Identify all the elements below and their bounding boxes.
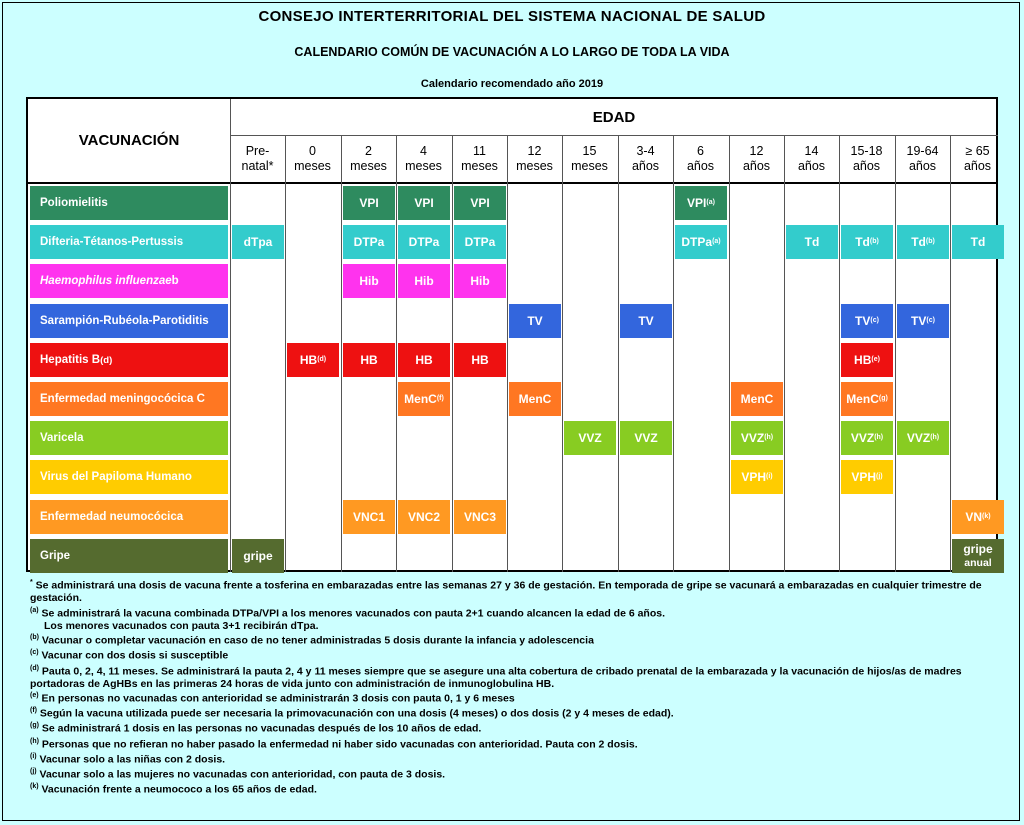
dose-text: VVZ bbox=[740, 431, 765, 445]
column-divider bbox=[562, 135, 563, 572]
dose-text: HB bbox=[471, 353, 489, 367]
dose-text: VNC1 bbox=[352, 510, 385, 524]
age-header bbox=[618, 135, 673, 182]
age-value: 6 bbox=[697, 143, 704, 158]
footnote-mark: (a) bbox=[30, 606, 39, 614]
dose-text: dTpa bbox=[243, 235, 273, 249]
dose-text: Hib bbox=[470, 274, 490, 288]
footnote-mark: (d) bbox=[100, 354, 113, 366]
footnote bbox=[30, 632, 1015, 647]
dose-text: HB bbox=[415, 353, 433, 367]
vaccine-dose bbox=[454, 186, 506, 220]
vaccine-label-text: Gripe bbox=[40, 550, 71, 562]
vaccine-dose bbox=[897, 225, 949, 259]
dose-text: MenC bbox=[740, 392, 774, 406]
age-unit: meses bbox=[516, 158, 553, 173]
age-value: 3-4 bbox=[636, 143, 655, 158]
dose-text: Td bbox=[911, 235, 926, 249]
vaccine-dose bbox=[343, 264, 395, 298]
vaccine-dose bbox=[343, 343, 395, 377]
footnote-text: Personas que no refieran no haber pasado la enfermedad ni haber sido vacunadas con anterioridad. Pauta con 2 dosis. bbox=[41, 738, 638, 751]
dose-text: TV bbox=[855, 314, 871, 328]
vaccine-dose bbox=[343, 186, 395, 220]
vaccine-dose bbox=[398, 343, 450, 377]
age-unit: meses bbox=[294, 158, 331, 173]
footnote-mark: (c) bbox=[870, 317, 879, 324]
age-header bbox=[673, 135, 728, 182]
column-divider bbox=[673, 135, 674, 572]
footnote bbox=[30, 781, 1015, 796]
footnote bbox=[30, 690, 1015, 705]
vaccine-dose bbox=[952, 225, 1004, 259]
age-unit: años bbox=[742, 158, 771, 173]
vaccine-dose bbox=[232, 225, 284, 259]
dose-text: Td bbox=[970, 235, 986, 249]
footnotes bbox=[30, 577, 1015, 796]
age-header bbox=[729, 135, 784, 182]
vaccine-dose bbox=[620, 304, 672, 338]
vaccine-label-text: Sarampión-Rubéola-Parotiditis bbox=[40, 315, 209, 327]
age-header bbox=[839, 135, 894, 182]
vaccine-label bbox=[30, 186, 228, 220]
footnote-mark: (c) bbox=[30, 649, 39, 657]
column-divider bbox=[341, 135, 342, 572]
page-title: CONSEJO INTERTERRITORIAL DEL SISTEMA NACIONAL DE SALUD bbox=[258, 8, 766, 25]
footnote-mark: (e) bbox=[871, 356, 880, 363]
footnote-mark: (g) bbox=[30, 722, 39, 730]
dose-text: DTPa bbox=[353, 235, 385, 249]
age-value: 0 bbox=[309, 143, 316, 158]
age-unit: años bbox=[908, 158, 937, 173]
footnote-text: Los menores vacunados con pauta 3+1 recibirán dTpa. bbox=[44, 619, 319, 632]
footnote bbox=[30, 605, 1015, 620]
dose-text: Hib bbox=[359, 274, 379, 288]
column-divider bbox=[452, 135, 453, 572]
column-divider bbox=[507, 135, 508, 572]
footnote-mark: (b) bbox=[925, 238, 935, 245]
dose-text: DTPa bbox=[681, 235, 713, 249]
footnote-text: Se administrará 1 dosis en las personas no vacunadas después de los 10 años de edad. bbox=[41, 722, 482, 735]
vaccine-label bbox=[30, 421, 228, 455]
edad-header: EDAD bbox=[230, 99, 998, 136]
vaccine-dose bbox=[343, 500, 395, 534]
age-header bbox=[895, 135, 950, 182]
footnote-mark: (h) bbox=[874, 434, 884, 441]
footnote-text: Vacunar solo a las niñas con 2 dosis. bbox=[39, 753, 226, 766]
dose-text: gripe bbox=[963, 542, 993, 556]
footnote-text: Vacunar con dos dosis si susceptible bbox=[41, 649, 229, 662]
dose-text: VPH bbox=[741, 470, 767, 484]
footnote-text: Vacunación frente a neumococo a los 65 años de edad. bbox=[41, 783, 317, 796]
footnote-mark: (b) bbox=[869, 238, 879, 245]
vaccine-dose bbox=[509, 382, 561, 416]
age-header bbox=[784, 135, 839, 182]
age-header bbox=[230, 135, 285, 182]
footnote-mark: (h) bbox=[764, 434, 774, 441]
footnote-mark: (f) bbox=[436, 395, 444, 402]
footnote-text: Vacunar solo a las mujeres no vacunadas con anterioridad, con pauta de 3 dosis. bbox=[39, 768, 446, 781]
vaccine-label-text: Varicela bbox=[40, 432, 84, 444]
footnote-text: Pauta 0, 2, 4, 11 meses. Se administrará la pauta 2, 4 y 11 meses siempre que se asegure una alta cobertura de cribado prenatal de la embarazada y la vacunación de hijos/as de madres portadoras de AgHBs en las primeras 24 horas de vida junto con administración de inmunoglobulina HB. bbox=[30, 665, 962, 690]
footnote-mark: (e) bbox=[30, 692, 39, 700]
age-value: 11 bbox=[473, 143, 486, 158]
dose-text: VPH bbox=[851, 470, 877, 484]
footnote bbox=[30, 720, 1015, 735]
dose-text: HB bbox=[854, 353, 872, 367]
age-unit: años bbox=[631, 158, 660, 173]
age-value: 15 bbox=[582, 143, 597, 158]
vaccine-dose bbox=[731, 460, 783, 494]
age-value: 12 bbox=[749, 143, 764, 158]
vaccine-dose bbox=[897, 304, 949, 338]
vaccine-label bbox=[30, 304, 228, 338]
vaccine-dose bbox=[841, 304, 893, 338]
dose-text: HB bbox=[360, 353, 378, 367]
footnote bbox=[30, 577, 1015, 605]
vaccine-label-rest: b bbox=[171, 275, 179, 287]
vaccine-label bbox=[30, 382, 228, 416]
footnote bbox=[30, 751, 1015, 766]
age-header bbox=[562, 135, 617, 182]
vaccine-label-text: Virus del Papiloma Humano bbox=[40, 471, 192, 483]
age-value: 19-64 bbox=[906, 143, 939, 158]
vaccine-dose bbox=[841, 460, 893, 494]
age-value: Pre- bbox=[245, 143, 270, 158]
footnote-mark: (h) bbox=[930, 434, 940, 441]
footnote-mark: (d) bbox=[30, 664, 39, 672]
age-value: 12 bbox=[527, 143, 542, 158]
footnote-mark: (c) bbox=[926, 317, 935, 324]
age-value: 15-18 bbox=[850, 143, 883, 158]
year-note: Calendario recomendado año 2019 bbox=[420, 78, 604, 90]
age-unit: años bbox=[686, 158, 715, 173]
footnote-mark: (h) bbox=[30, 737, 39, 745]
column-divider bbox=[618, 135, 619, 572]
age-header bbox=[507, 135, 562, 182]
dose-text: gripe bbox=[243, 549, 273, 563]
footnote-mark: (j) bbox=[876, 473, 883, 480]
age-value: 14 bbox=[804, 143, 819, 158]
age-value: 2 bbox=[365, 143, 372, 158]
vaccine-dose bbox=[564, 421, 616, 455]
vaccine-dose bbox=[232, 539, 284, 573]
vaccine-label bbox=[30, 539, 228, 573]
footnote bbox=[30, 647, 1015, 662]
header-divider bbox=[28, 182, 996, 184]
dose-text: HB bbox=[299, 353, 318, 367]
age-unit: meses bbox=[461, 158, 498, 173]
column-divider bbox=[285, 135, 286, 572]
vaccine-label-text: Hepatitis B bbox=[40, 354, 101, 366]
column-divider bbox=[839, 135, 840, 572]
vaccine-label-text: Difteria-Tétanos-Pertussis bbox=[40, 236, 184, 248]
dose-text: DTPa bbox=[408, 235, 440, 249]
dose-text: Hib bbox=[414, 274, 434, 288]
vaccine-dose bbox=[509, 304, 561, 338]
age-unit: años bbox=[852, 158, 881, 173]
vaccine-label-text: Enfermedad neumocócica bbox=[40, 511, 184, 523]
dose-text: MenC bbox=[404, 392, 437, 406]
vaccine-dose bbox=[287, 343, 339, 377]
vaccine-dose bbox=[675, 186, 727, 220]
column-divider bbox=[895, 135, 896, 572]
footnote-text: Se administrará una dosis de vacuna frente a tosferina en embarazadas entre las semanas 27 y 36 de gestación. En temporada de gripe se vacunará a embarazadas en cualquier trimestre de gestación. bbox=[30, 579, 982, 605]
footnote-mark: (k) bbox=[982, 513, 991, 520]
vaccine-dose bbox=[841, 343, 893, 377]
column-divider bbox=[784, 135, 785, 572]
footnote bbox=[30, 663, 1015, 691]
vaccine-dose bbox=[398, 225, 450, 259]
vaccine-dose bbox=[841, 225, 893, 259]
vaccine-dose bbox=[454, 225, 506, 259]
footnote-mark: (a) bbox=[706, 199, 715, 206]
dose-text: VPI bbox=[687, 196, 707, 210]
dose-text: Td bbox=[855, 235, 870, 249]
dose-text: VPI bbox=[414, 196, 434, 210]
column-divider bbox=[950, 135, 951, 572]
vaccine-dose bbox=[952, 500, 1004, 534]
footnote-mark: (f) bbox=[30, 707, 37, 715]
vaccine-dose bbox=[786, 225, 838, 259]
vaccination-table bbox=[26, 97, 998, 572]
dose-text: VNC3 bbox=[463, 510, 496, 524]
vaccine-dose bbox=[454, 343, 506, 377]
vaccine-dose bbox=[675, 225, 727, 259]
age-header bbox=[396, 135, 451, 182]
dose-text: TV bbox=[911, 314, 927, 328]
vaccine-label-italic: Haemophilus influenzae bbox=[40, 275, 172, 287]
dose-text: Td bbox=[804, 235, 820, 249]
dose-text: VN bbox=[965, 510, 983, 524]
footnote-mark: (d) bbox=[317, 356, 327, 363]
footnote-mark: (j) bbox=[30, 767, 37, 775]
age-header bbox=[950, 135, 1005, 182]
footnote bbox=[30, 766, 1015, 781]
vaccine-dose bbox=[454, 500, 506, 534]
age-header bbox=[285, 135, 340, 182]
footnote-text: Se administrará la vacuna combinada DTPa/VPI a los menores vacunados con pauta 2+1 cuando alcancen la edad de 6 años. bbox=[41, 607, 666, 620]
dose-text: VPI bbox=[359, 196, 379, 210]
dose-text: MenC bbox=[518, 392, 552, 406]
vacunacion-header: VACUNACIÓN bbox=[28, 99, 231, 182]
vaccine-dose bbox=[398, 264, 450, 298]
footnote-mark: (i) bbox=[30, 752, 37, 760]
dose-text: TV bbox=[527, 314, 543, 328]
age-unit: años bbox=[963, 158, 992, 173]
footnote-mark: * bbox=[30, 579, 33, 586]
column-divider bbox=[396, 135, 397, 572]
age-unit: meses bbox=[405, 158, 442, 173]
age-value: ≥ 65 bbox=[965, 143, 990, 158]
age-value: 4 bbox=[420, 143, 427, 158]
footnote-text: En personas no vacunadas con anterioridad se administrarán 3 dosis con pauta 0, 1 y 6 meses bbox=[41, 692, 515, 705]
footnote-text: Según la vacuna utilizada puede ser necesaria la primovacunación con una dosis (4 meses) o dos dosis (2 y 4 meses de edad). bbox=[39, 707, 674, 720]
dose-text: VNC2 bbox=[407, 510, 440, 524]
vaccine-dose bbox=[731, 382, 783, 416]
dose-text: VVZ bbox=[634, 431, 658, 445]
vaccine-dose bbox=[398, 186, 450, 220]
column-divider bbox=[230, 135, 231, 572]
dose-text: VVZ bbox=[906, 431, 931, 445]
dose-text: TV bbox=[638, 314, 654, 328]
footnote-mark: (g) bbox=[878, 395, 888, 402]
vaccine-label bbox=[30, 225, 228, 259]
vaccine-dose bbox=[841, 421, 893, 455]
dose-text: VVZ bbox=[850, 431, 875, 445]
dose-text: VVZ bbox=[578, 431, 602, 445]
footnote bbox=[30, 705, 1015, 720]
vaccine-dose bbox=[952, 539, 1004, 573]
footnote bbox=[30, 736, 1015, 751]
dose-text-2: anual bbox=[964, 557, 992, 569]
vaccine-dose bbox=[841, 382, 893, 416]
vaccine-label bbox=[30, 500, 228, 534]
vaccine-label bbox=[30, 460, 228, 494]
footnote-mark: (i) bbox=[766, 473, 773, 480]
vaccine-label-text: Poliomielitis bbox=[40, 197, 108, 209]
footnote-text: Vacunar o completar vacunación en caso de no tener administradas 5 dosis durante la infancia y adolescencia bbox=[41, 634, 594, 647]
vaccine-dose bbox=[454, 264, 506, 298]
footnote-mark: (b) bbox=[30, 634, 39, 642]
age-header bbox=[341, 135, 396, 182]
vaccine-label bbox=[30, 343, 228, 377]
dose-text: VPI bbox=[470, 196, 490, 210]
column-divider bbox=[729, 135, 730, 572]
footnote bbox=[30, 620, 1015, 633]
vaccine-label bbox=[30, 264, 228, 298]
vaccine-dose bbox=[731, 421, 783, 455]
age-unit: meses bbox=[571, 158, 608, 173]
vaccine-dose bbox=[620, 421, 672, 455]
footnote-mark: (k) bbox=[30, 782, 39, 790]
vaccine-dose bbox=[398, 500, 450, 534]
age-unit: meses bbox=[350, 158, 387, 173]
vaccine-dose bbox=[343, 225, 395, 259]
dose-text: DTPa bbox=[464, 235, 496, 249]
page-subtitle: CALENDARIO COMÚN DE VACUNACIÓN A LO LARGO DE TODA LA VIDA bbox=[294, 45, 730, 59]
vaccine-dose bbox=[897, 421, 949, 455]
vaccine-dose bbox=[398, 382, 450, 416]
footnote-mark: (a) bbox=[712, 238, 721, 245]
age-header bbox=[452, 135, 507, 182]
age-unit: natal* bbox=[241, 158, 274, 173]
dose-text: MenC bbox=[846, 392, 879, 406]
vaccine-label-text: Enfermedad meningocócica C bbox=[40, 393, 205, 405]
age-unit: años bbox=[797, 158, 826, 173]
